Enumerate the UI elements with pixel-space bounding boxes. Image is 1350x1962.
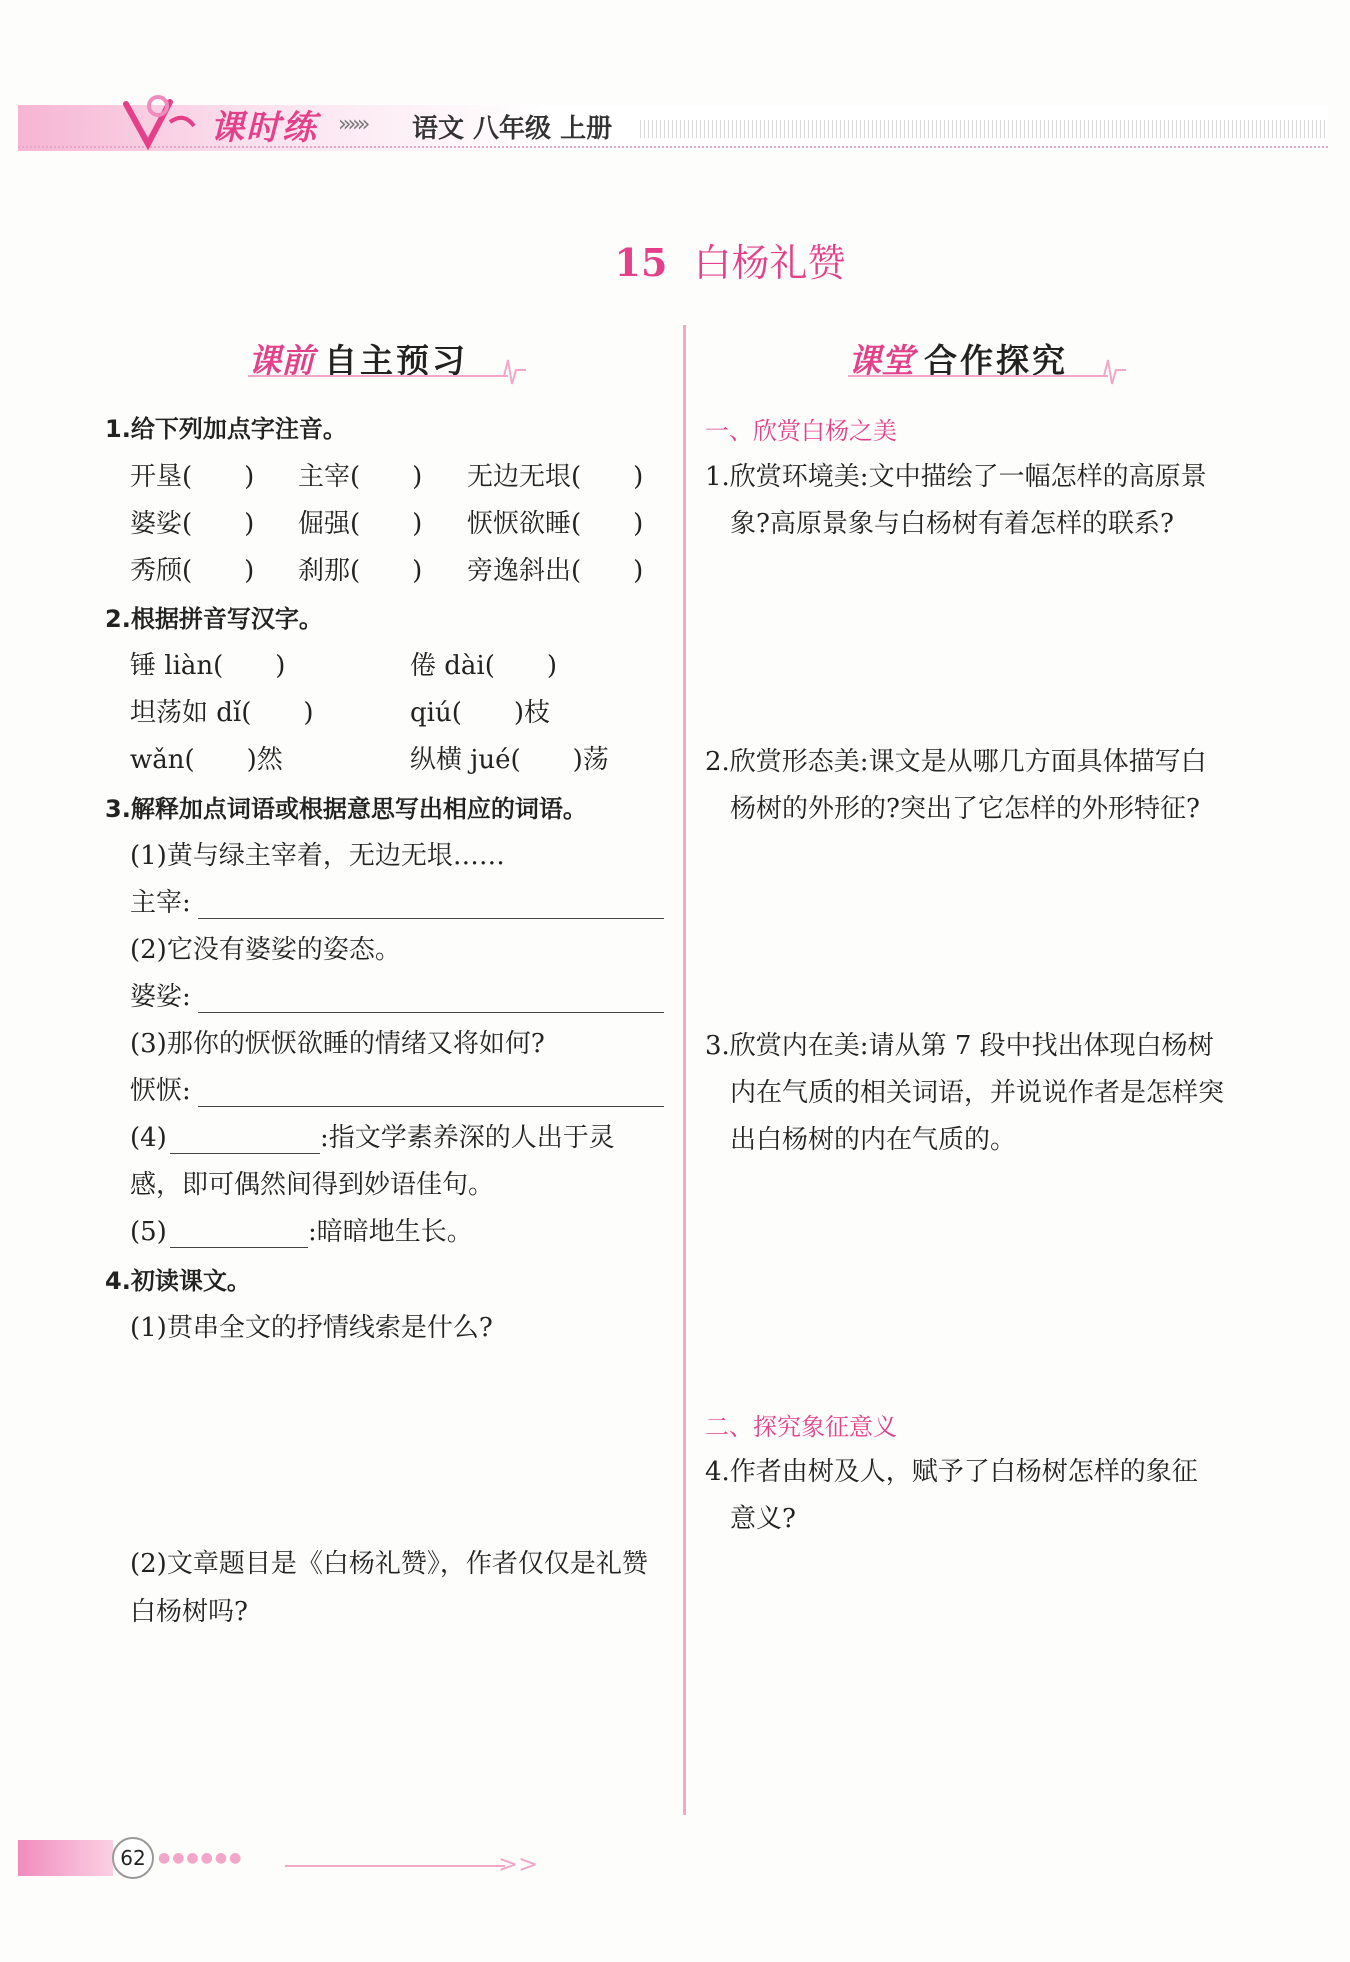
footer-dots: ●●●●●● — [158, 1850, 244, 1866]
header-hatch — [640, 120, 1328, 138]
q4-sentence: (2)文章题目是《白杨礼赞》，作者仅仅是礼赞 — [130, 1549, 648, 1579]
q3-answer-label: 恹恹: — [130, 1076, 191, 1106]
q1-item: 刹那( ) — [298, 556, 423, 586]
q1-item: 婆娑( ) — [130, 509, 255, 539]
q3-sentence: :暗暗地生长。 — [308, 1217, 473, 1247]
q4-label: 4.初读课文。 — [105, 1267, 251, 1295]
lesson-name: 白杨礼赞 — [693, 241, 846, 285]
q1-item: 旁逸斜出( ) — [467, 556, 644, 586]
subject-label: 语文 八年级 上册 — [412, 114, 613, 144]
heartbeat-icon — [1096, 352, 1126, 388]
q3-sentence: (2)它没有婆娑的姿态。 — [130, 935, 401, 965]
q2-item: wǎn( )然 — [130, 745, 283, 775]
footer-line — [285, 1865, 505, 1867]
q3-answer-label: 婆娑: — [130, 982, 191, 1012]
right-head-pink: 课堂 — [848, 341, 914, 380]
part2-heading: 二、探究象征意义 — [705, 1413, 897, 1441]
q3-sentence: (1)黄与绿主宰着，无边无垠…… — [130, 841, 505, 871]
left-head-line — [248, 375, 508, 377]
answer-line[interactable] — [198, 1012, 664, 1013]
q1-label: 1.给下列加点字注音。 — [105, 415, 347, 443]
q4-sentence: 白杨树吗? — [130, 1597, 248, 1627]
right-head-line — [848, 375, 1108, 377]
r-q2-line: 2.欣赏形态美:课文是从哪几方面具体描写白 — [705, 747, 1207, 777]
left-head-dark: 自主预习 — [324, 341, 468, 380]
q2-item: 坦荡如 dǐ( ) — [130, 698, 314, 728]
brand-title: 课时练 — [210, 108, 318, 148]
q2-label: 2.根据拼音写汉字。 — [105, 605, 323, 633]
q3-label: 3.解释加点词语或根据意思写出相应的词语。 — [105, 795, 587, 823]
right-head-dark: 合作探究 — [924, 341, 1068, 380]
q1-item: 主宰( ) — [298, 462, 423, 492]
r-q3-line: 内在气质的相关词语，并说说作者是怎样突 — [730, 1078, 1225, 1108]
q3-prefix: (4) — [130, 1123, 167, 1153]
answer-line[interactable] — [170, 1153, 320, 1154]
q2-item: 倦 dài( ) — [410, 651, 558, 681]
q1-item: 倔强( ) — [298, 509, 423, 539]
r-q4-line: 意义? — [730, 1504, 796, 1534]
heartbeat-icon — [496, 352, 526, 388]
q1-item: 无边无垠( ) — [467, 462, 644, 492]
q3-prefix: (5) — [130, 1217, 167, 1247]
answer-line[interactable] — [170, 1247, 308, 1248]
q3-sentence: (3)那你的恹恹欲睡的情绪又将如何? — [130, 1029, 545, 1059]
q4-sentence: (1)贯串全文的抒情线索是什么? — [130, 1313, 493, 1343]
footer-band — [18, 1840, 113, 1876]
r-q2-line: 杨树的外形的?突出了它怎样的外形特征? — [730, 794, 1200, 824]
r-q4-line: 4.作者由树及人，赋予了白杨树怎样的象征 — [705, 1457, 1198, 1487]
q2-item: 锤 liàn( ) — [130, 651, 286, 681]
q3-sentence: 感，即可偶然间得到妙语佳句。 — [130, 1170, 495, 1200]
logo-icon — [118, 92, 198, 152]
r-q3-line: 出白杨树的内在气质的。 — [730, 1125, 1017, 1155]
footer-arrow-icon: >> — [498, 1850, 539, 1878]
r-q3-line: 3.欣赏内在美:请从第 7 段中找出体现白杨树 — [705, 1031, 1214, 1061]
q2-item: qiú( )枝 — [410, 698, 550, 728]
left-head-pink: 课前 — [248, 341, 314, 380]
answer-line[interactable] — [198, 918, 664, 919]
lesson-number: 15 — [614, 240, 668, 285]
q1-item: 秀颀( ) — [130, 556, 255, 586]
column-divider — [683, 325, 686, 1815]
q3-sentence: :指文学素养深的人出于灵 — [320, 1123, 615, 1153]
q2-item: 纵横 jué( )荡 — [410, 745, 609, 775]
answer-line[interactable] — [198, 1106, 664, 1107]
q1-item: 开垦( ) — [130, 462, 255, 492]
page-number: 62 — [112, 1837, 154, 1879]
header-arrows: »»» — [338, 112, 367, 137]
part1-heading: 一、欣赏白杨之美 — [705, 417, 897, 445]
q3-answer-label: 主宰: — [130, 888, 191, 918]
r-q1-line: 象?高原景象与白杨树有着怎样的联系? — [730, 509, 1174, 539]
lesson-title — [0, 232, 1350, 287]
q1-item: 恹恹欲睡( ) — [467, 509, 644, 539]
r-q1-line: 1.欣赏环境美:文中描绘了一幅怎样的高原景 — [705, 462, 1207, 492]
